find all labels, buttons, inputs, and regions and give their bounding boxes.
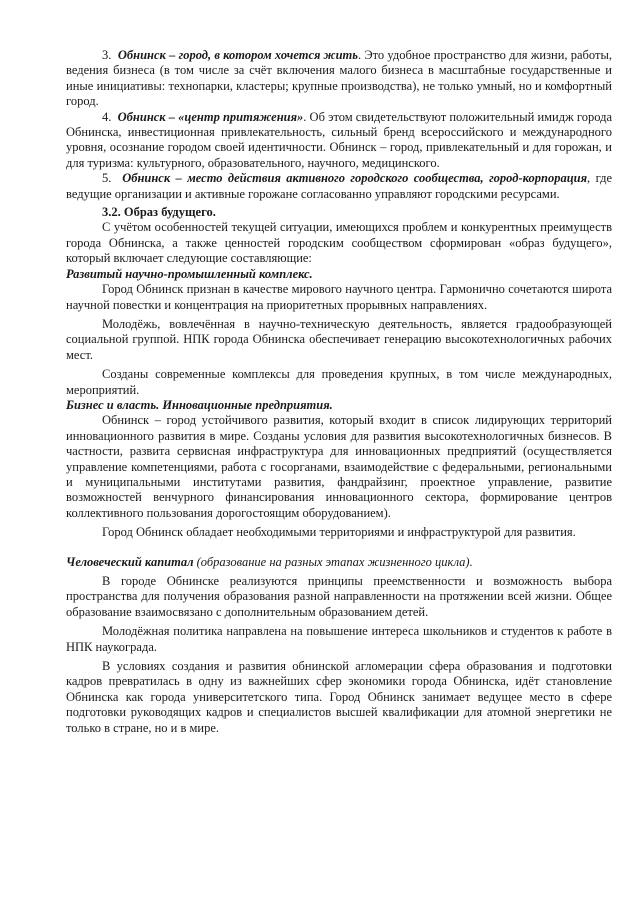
list-item-3-title: Обнинск – город, в котором хочется жить xyxy=(117,48,358,62)
capital-paragraph-2: Молодёжная политика направлена на повышение интереса школьников и студентов к работе в НПК наукограда. xyxy=(66,624,612,654)
list-item-5-text: , где ведущие организации и активные горожане согласованно управляют городскими ресурсами. xyxy=(66,171,612,201)
capital-paragraph-3: В условиях создания и развития обнинской агломерации сфера образования и подготовки кадров превратилась в одну из важнейших сфер экономики города Обнинска, идёт становление Обнинска как города университетского типа. Город Обнинск занимает ведущее место в сфере подготовки руководящих кадров и специалистов высшей квалификации для атомной энергетики не только в стране, но и в мире. xyxy=(66,659,612,735)
list-item-3 xyxy=(66,48,612,110)
list-item-4-text: . Об этом свидетельствуют положительный имидж города Обнинска, инвестиционная привлекательность, сильный бренд всероссийского и международного уровня, осознание городом своей идентичности. Обнинск – город, привлекательный и для горожан, и для туризма: культурного, образовательного, научного, медицинского. xyxy=(66,109,612,170)
capital-paragraph-1: В городе Обнинске реализуются принципы преемственности и возможность выбора пространства для получения образования разной направленности на протяжении всей жизни. Общее образование взаимосвязано с дополнительным образованием детей. xyxy=(66,574,612,619)
science-paragraph-3: Созданы современные комплексы для проведения крупных, в том числе международных, мероприятий. xyxy=(66,367,612,397)
list-item-5 xyxy=(66,171,612,202)
list-item-5-number: 5. xyxy=(102,171,112,186)
business-paragraph-1: Обнинск – город устойчивого развития, который входит в список лидирующих территорий инновационного развития в мире. Созданы условия для развития высокотехнологичных бизнесов. В частности, развита сервисная инфраструктура для инновационных предприятий (осуществляется управление компетенциями, работа с госорганами, взаимодействие с федеральными, региональными и муниципальными институтами развития, фандрайзинг, проектное управление, развитие возможностей венчурного финансирования инновационного сектора, формирование центров коллективного пользования дорогостоящим оборудованием). xyxy=(66,413,612,520)
list-item-4-title: Обнинск – «центр притяжения» xyxy=(117,109,304,124)
list-item-5-title: Обнинск – место действия активного городского сообщества, город-корпорация xyxy=(122,171,588,186)
capital-heading xyxy=(66,555,612,570)
science-heading: Развитый научно-промышленный комплекс. xyxy=(66,266,313,281)
capital-heading-sub: (образование на разных этапах жизненного цикла). xyxy=(193,554,473,569)
list-item-4 xyxy=(66,110,612,172)
section-heading: 3.2. Образ будущего. xyxy=(102,205,216,220)
science-paragraph-2: Молодёжь, вовлечённая в научно-техническую деятельность, является градообразующей социальной группой. НПК города Обнинска обеспечивает генерацию высокотехнологичных рабочих мест. xyxy=(66,316,612,362)
capital-heading-main: Человеческий капитал xyxy=(66,554,194,569)
business-paragraph-2: Город Обнинск обладает необходимыми территориями и инфраструктурой для развития. xyxy=(102,525,576,540)
list-item-4-number: 4. xyxy=(102,109,112,124)
list-item-3-number: 3. xyxy=(102,48,112,62)
business-heading: Бизнес и власть. Инновационные предприятия. xyxy=(66,397,333,412)
science-paragraph-1: Город Обнинск признан в качестве мирового научного центра. Гармонично сочетаются широта научной повестки и концентрация на приоритетных прорывных направлениях. xyxy=(66,282,612,312)
list-item-3-text: . Это удобное пространство для жизни, работы, ведения бизнеса (в том числе за счёт включения малого бизнеса в масштабные государственные и иные инициативы: технопарки, кластеры; крупные производства), не только умный, но и комфортный город. xyxy=(66,48,612,109)
section-intro: С учётом особенностей текущей ситуации, имеющихся проблем и конкурентных преимуществ города Обнинска, а также ценностей городским сообществом сформирован «образ будущего», который включает следующие составляющие: xyxy=(66,220,612,266)
